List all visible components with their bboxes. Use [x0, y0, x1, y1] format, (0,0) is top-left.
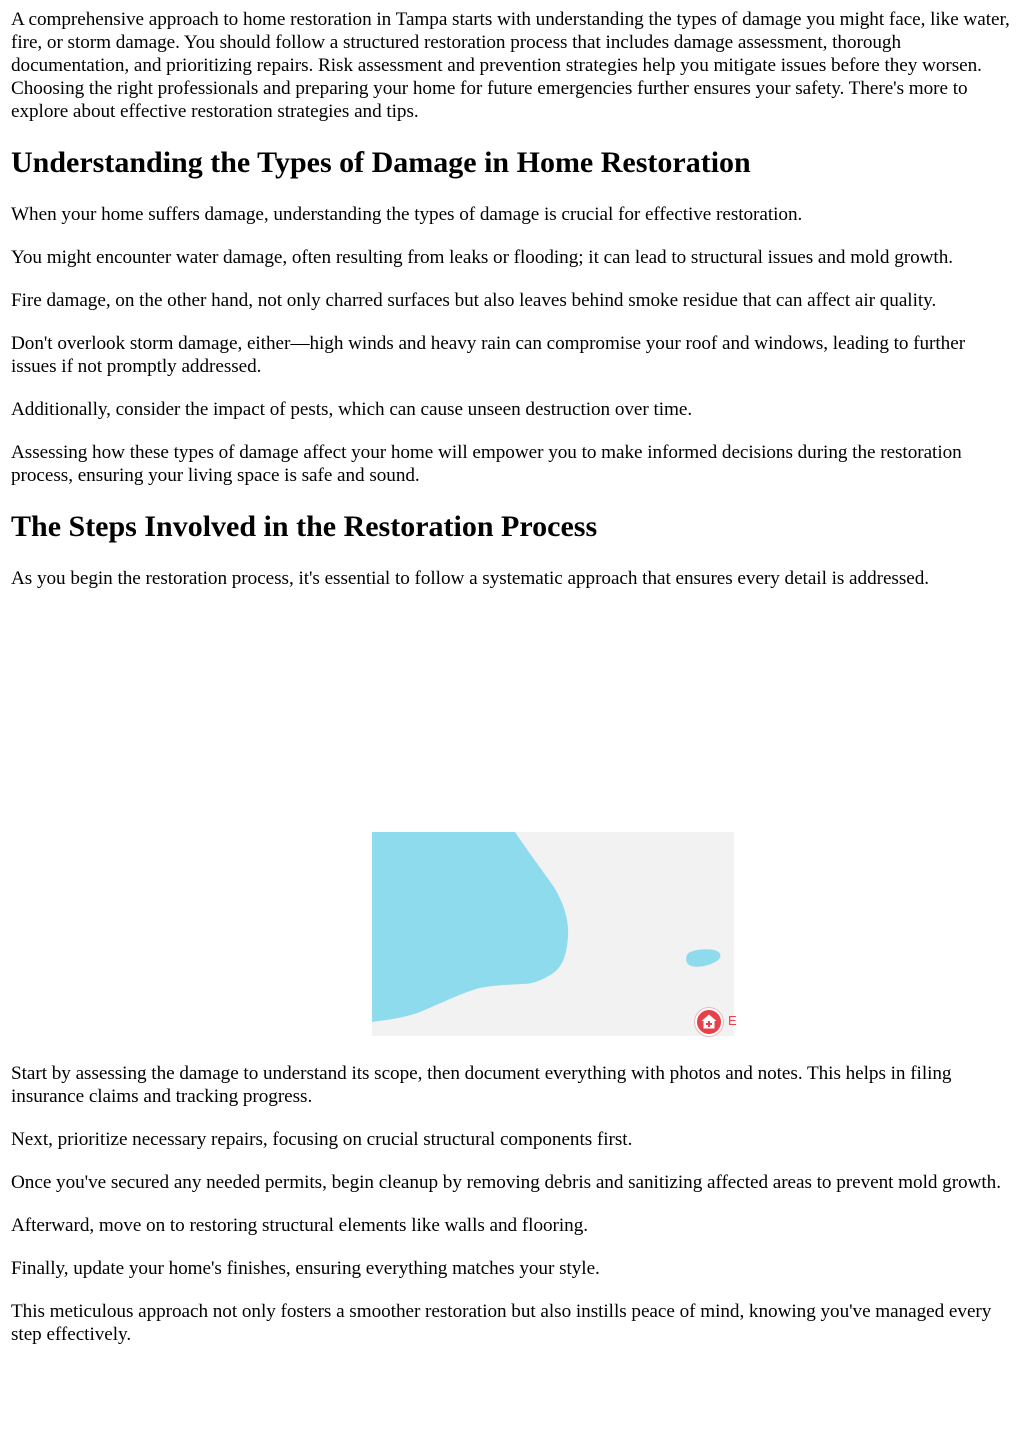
paragraph: As you begin the restoration process, it's essential to follow a systematic approach that ensures every detail is addressed. — [11, 568, 930, 589]
map-embed[interactable] — [11, 832, 1013, 1052]
map-pin-marker[interactable] — [695, 1008, 723, 1036]
paragraph: You might encounter water damage, often resulting from leaks or flooding; it can lead to structural issues and mold growth. — [11, 247, 954, 268]
paragraph: Finally, update your home's finishes, ensuring everything matches your style. — [11, 1258, 600, 1279]
paragraph: When your home suffers damage, understanding the types of damage is crucial for effective restoration. — [11, 204, 803, 225]
section-heading-damage-types: Understanding the Types of Damage in Home Restoration — [11, 146, 751, 179]
intro-paragraph: A comprehensive approach to home restoration in Tampa starts with understanding the types of damage you might face, like water, fire, or storm damage. You should follow a structured restoration process that includes damage assessment, thorough documentation, and prioritizing repairs. Risk assessment and prevention strategies help you mitigate issues before they worsen. Choosing the right professionals and preparing your home for future emergencies further ensures your safety. There's more to explore about effective restoration strategies and tips. — [11, 9, 1010, 122]
paragraph: Once you've secured any needed permits, begin cleanup by removing debris and sanitizing affected areas to prevent mold growth. — [11, 1172, 1001, 1193]
section-heading-restoration-steps: The Steps Involved in the Restoration Process — [11, 510, 598, 543]
paragraph: Additionally, consider the impact of pests, which can cause unseen destruction over time. — [11, 399, 693, 420]
blank-spacer — [11, 610, 1013, 832]
paragraph: This meticulous approach not only fosters a smoother restoration but also instills peace of mind, knowing you've managed every step effectively. — [11, 1301, 992, 1345]
map-canvas[interactable] — [372, 832, 737, 1036]
map-pin-label[interactable]: E — [728, 1013, 737, 1028]
paragraph: Fire damage, on the other hand, not only charred surfaces but also leaves behind smoke residue that can affect air quality. — [11, 290, 937, 311]
map-tiles — [372, 832, 737, 1036]
paragraph: Afterward, move on to restoring structural elements like walls and flooring. — [11, 1215, 588, 1236]
home-plus-icon — [697, 1010, 721, 1034]
paragraph: Assessing how these types of damage affect your home will empower you to make informed decisions during the restoration process, ensuring your living space is safe and sound. — [11, 442, 962, 486]
paragraph: Don't overlook storm damage, either—high winds and heavy rain can compromise your roof and windows, leading to further issues if not promptly addressed. — [11, 333, 966, 377]
paragraph: Next, prioritize necessary repairs, focusing on crucial structural components first. — [11, 1129, 633, 1150]
paragraph: Start by assessing the damage to understand its scope, then document everything with photos and notes. This helps in filing insurance claims and tracking progress. — [11, 1063, 952, 1107]
